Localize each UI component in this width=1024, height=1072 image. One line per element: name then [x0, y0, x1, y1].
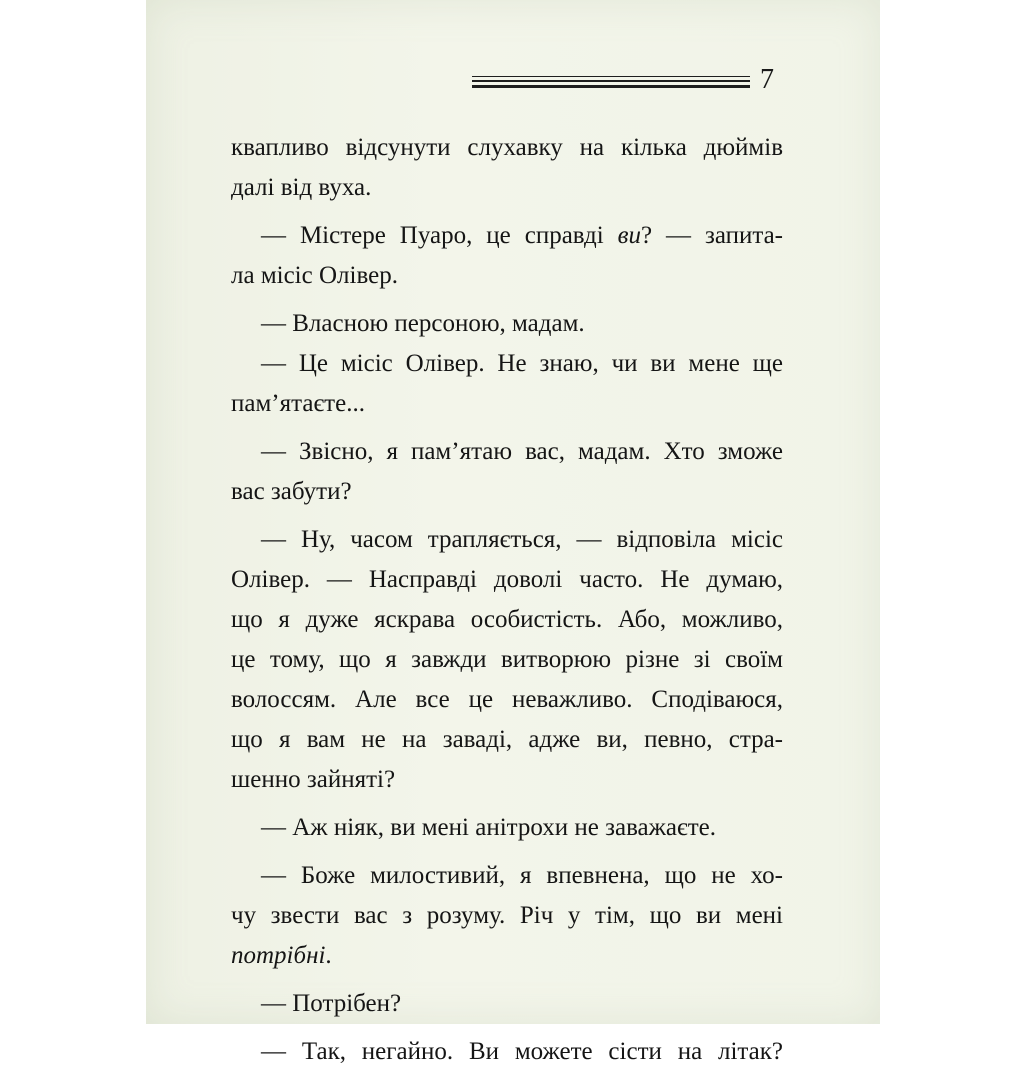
text-line: що я вам не на заваді, адже ви, певно, стра- [231, 726, 783, 753]
italic-emphasis: потрібні [231, 942, 326, 969]
header-rule-line-3 [472, 85, 750, 88]
text-line: далі від вуха. [231, 174, 372, 201]
italic-emphasis: ви [617, 222, 641, 249]
text-line: — Так, негайно. Ви можете сісти на літак? [261, 1038, 783, 1065]
page-number: 7 [760, 64, 774, 95]
text-line: чу звести вас з розуму. Річ у тім, що ви мені [231, 902, 783, 929]
text-line: волоссям. Але все це неважливо. Сподіваюся, [231, 686, 783, 713]
text-line: — Ну, часом трапляється, — відповіла місіс [261, 526, 783, 553]
text-line: — Це місіс Олівер. Не знаю, чи ви мене ще [261, 350, 783, 377]
text-line: — Аж ніяк, ви мені анітрохи не заважаєте. [261, 814, 717, 841]
text-span: ? — запита- [640, 222, 783, 249]
text-span: . [325, 942, 332, 969]
text-line: — Потрібен? [261, 990, 402, 1017]
text-line: Олівер. — Насправді доволі часто. Не думаю, [231, 566, 783, 593]
text-line: шенно зайняті? [231, 766, 396, 793]
header-rule-line-2 [472, 80, 750, 82]
text-line: — Боже милостивий, я впевнена, що не хо- [261, 862, 783, 889]
text-line: квапливо відсунути слухавку на кілька дюймів [231, 134, 783, 161]
text-line: — Звісно, я пам’ятаю вас, мадам. Хто зможе [261, 438, 783, 465]
running-header-rule [472, 76, 750, 90]
text-span: — Містере Пуаро, це справді [261, 222, 618, 249]
text-line: ла місіс Олівер. [231, 262, 398, 289]
text-line [231, 936, 783, 976]
text-line: пам’ятаєте... [231, 390, 365, 417]
text-line [231, 216, 783, 256]
text-line: це тому, що я завжди витворюю різне зі своїм [231, 646, 783, 673]
header-rule-line-1 [472, 76, 750, 77]
text-line: вас забути? [231, 478, 352, 505]
text-line: — Власною персоною, мадам. [261, 310, 585, 337]
text-line: що я дуже яскрава особистість. Або, можливо, [231, 606, 783, 633]
